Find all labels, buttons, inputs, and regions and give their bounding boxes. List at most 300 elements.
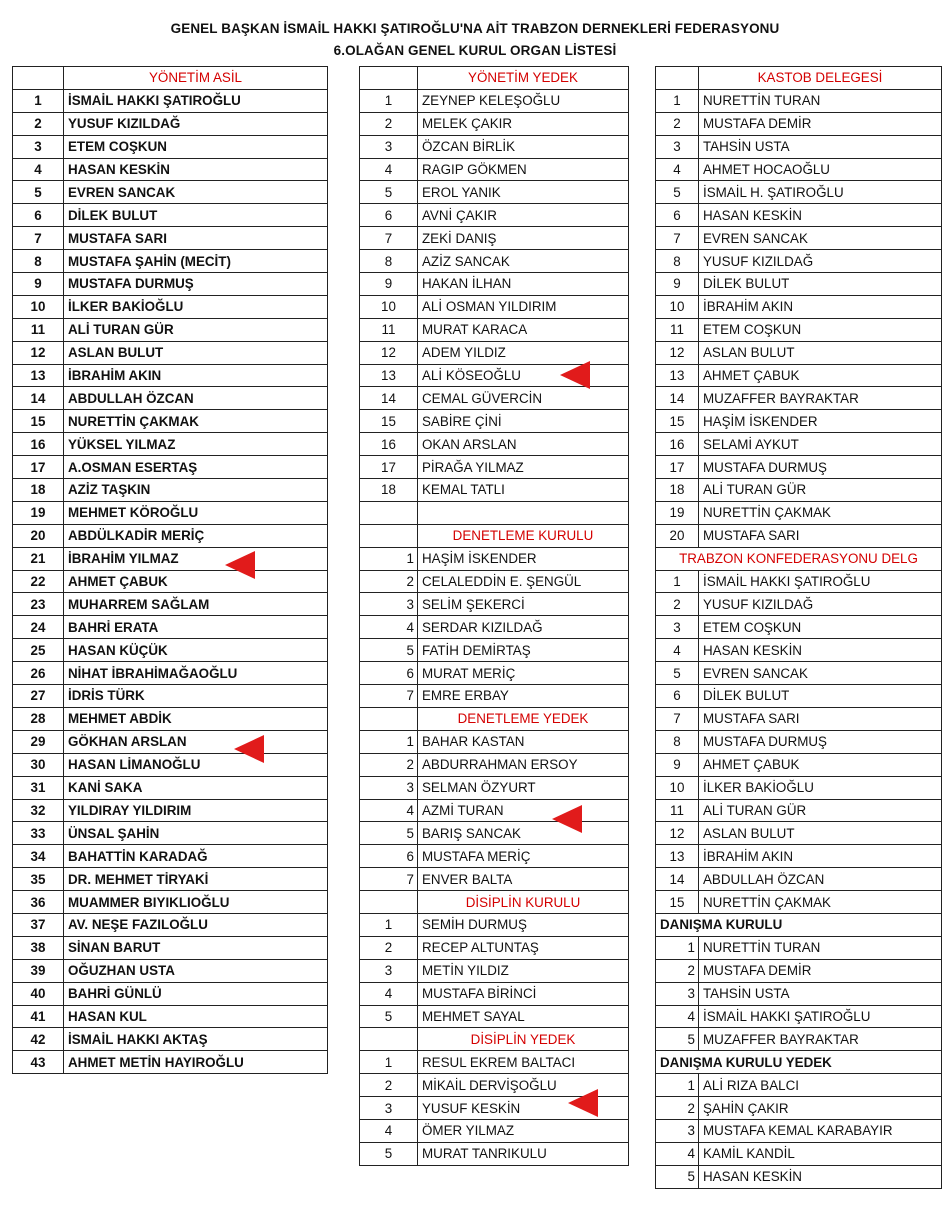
member-name: OĞUZHAN USTA bbox=[64, 959, 328, 982]
list-item bbox=[656, 593, 942, 616]
list-item bbox=[13, 89, 328, 112]
member-name: DR. MEHMET TİRYAKİ bbox=[64, 868, 328, 891]
list-item bbox=[360, 822, 629, 845]
row-number: 9 bbox=[656, 273, 699, 296]
member-name: NURETTİN TURAN bbox=[699, 89, 942, 112]
row-number: 29 bbox=[13, 730, 64, 753]
list-item bbox=[656, 1142, 942, 1165]
row-number: 3 bbox=[656, 1119, 699, 1142]
row-number: 5 bbox=[656, 181, 699, 204]
member-name: İLKER BAKİOĞLU bbox=[64, 295, 328, 318]
member-name: EVREN SANCAK bbox=[699, 662, 942, 685]
header-blank-cell bbox=[360, 524, 418, 547]
member-name: NİHAT İBRAHİMAĞAOĞLU bbox=[64, 662, 328, 685]
row-number: 3 bbox=[360, 593, 418, 616]
member-name: SABİRE ÇİNİ bbox=[418, 410, 629, 433]
blank-row bbox=[360, 501, 629, 524]
member-name: İLKER BAKİOĞLU bbox=[699, 776, 942, 799]
row-number: 7 bbox=[13, 227, 64, 250]
list-item bbox=[656, 891, 942, 914]
member-name: ALİ TURAN GÜR bbox=[64, 318, 328, 341]
list-item bbox=[360, 570, 629, 593]
list-item bbox=[656, 295, 942, 318]
member-name: HASAN KESKİN bbox=[699, 639, 942, 662]
yonetim-yedek-and-boards-table bbox=[359, 66, 629, 1166]
row-number: 17 bbox=[360, 456, 418, 479]
member-name: BAHAR KASTAN bbox=[418, 730, 629, 753]
row-number: 2 bbox=[13, 112, 64, 135]
row-number: 8 bbox=[13, 250, 64, 273]
row-number: 17 bbox=[656, 456, 699, 479]
list-item bbox=[13, 364, 328, 387]
list-item bbox=[360, 181, 629, 204]
list-item bbox=[656, 1028, 942, 1051]
member-name: TAHSİN USTA bbox=[699, 982, 942, 1005]
row-number: 2 bbox=[360, 753, 418, 776]
member-name: GÖKHAN ARSLAN bbox=[64, 730, 328, 753]
row-number: 33 bbox=[13, 822, 64, 845]
member-name: MUSTAFA BİRİNCİ bbox=[418, 982, 629, 1005]
section-header-row bbox=[656, 547, 942, 570]
list-item bbox=[360, 913, 629, 936]
list-item bbox=[360, 845, 629, 868]
list-item bbox=[656, 158, 942, 181]
member-name: PİRAĞA YILMAZ bbox=[418, 456, 629, 479]
member-name: YUSUF KIZILDAĞ bbox=[699, 250, 942, 273]
row-number: 12 bbox=[13, 341, 64, 364]
list-item bbox=[360, 959, 629, 982]
section-header: DANIŞMA KURULU bbox=[656, 913, 942, 936]
row-number: 19 bbox=[13, 501, 64, 524]
row-number: 22 bbox=[13, 570, 64, 593]
list-item bbox=[360, 776, 629, 799]
row-number: 1 bbox=[360, 547, 418, 570]
row-number: 41 bbox=[13, 1005, 64, 1028]
row-number: 15 bbox=[656, 891, 699, 914]
row-number: 3 bbox=[656, 616, 699, 639]
header-blank-cell bbox=[360, 891, 418, 914]
member-name: CELALEDDİN E. ŞENGÜL bbox=[418, 570, 629, 593]
list-item bbox=[13, 387, 328, 410]
member-name: ASLAN BULUT bbox=[699, 822, 942, 845]
member-name: MUSTAFA DURMUŞ bbox=[699, 456, 942, 479]
list-item bbox=[360, 799, 629, 822]
list-item bbox=[13, 685, 328, 708]
member-name: A.OSMAN ESERTAŞ bbox=[64, 456, 328, 479]
member-name: MURAT KARACA bbox=[418, 318, 629, 341]
list-item bbox=[13, 593, 328, 616]
list-item bbox=[13, 936, 328, 959]
member-name: RECEP ALTUNTAŞ bbox=[418, 936, 629, 959]
list-item bbox=[360, 318, 629, 341]
list-item bbox=[656, 1165, 942, 1188]
member-name: AHMET HOCAOĞLU bbox=[699, 158, 942, 181]
list-item bbox=[13, 913, 328, 936]
member-name: ETEM COŞKUN bbox=[64, 135, 328, 158]
list-item bbox=[656, 776, 942, 799]
row-number: 15 bbox=[656, 410, 699, 433]
row-number: 26 bbox=[13, 662, 64, 685]
list-item bbox=[13, 273, 328, 296]
row-number: 9 bbox=[13, 273, 64, 296]
member-name: HAŞİM İSKENDER bbox=[418, 547, 629, 570]
member-name: AHMET ÇABUK bbox=[699, 753, 942, 776]
member-name: MEHMET SAYAL bbox=[418, 1005, 629, 1028]
list-item bbox=[656, 341, 942, 364]
list-item bbox=[656, 616, 942, 639]
member-name: HASAN KESKİN bbox=[64, 158, 328, 181]
row-number: 3 bbox=[360, 959, 418, 982]
list-item bbox=[13, 845, 328, 868]
member-name: SERDAR KIZILDAĞ bbox=[418, 616, 629, 639]
list-item bbox=[13, 479, 328, 502]
section-header: DENETLEME YEDEK bbox=[418, 707, 629, 730]
row-number: 7 bbox=[360, 685, 418, 708]
member-name: ÖZCAN BİRLİK bbox=[418, 135, 629, 158]
member-name: YUSUF KIZILDAĞ bbox=[64, 112, 328, 135]
marker-arrow-icon bbox=[552, 805, 582, 833]
member-name: HASAN LİMANOĞLU bbox=[64, 753, 328, 776]
member-name: YUSUF KESKİN bbox=[418, 1097, 629, 1120]
list-item bbox=[360, 387, 629, 410]
marker-arrow-icon bbox=[234, 735, 264, 763]
row-number: 35 bbox=[13, 868, 64, 891]
member-name: DİLEK BULUT bbox=[699, 685, 942, 708]
member-name: ETEM COŞKUN bbox=[699, 616, 942, 639]
row-number: 4 bbox=[656, 639, 699, 662]
list-item bbox=[656, 135, 942, 158]
row-number: 10 bbox=[656, 295, 699, 318]
row-number: 5 bbox=[360, 639, 418, 662]
list-item bbox=[656, 570, 942, 593]
section-header: TRABZON KONFEDERASYONU DELG bbox=[656, 547, 942, 570]
row-number: 30 bbox=[13, 753, 64, 776]
member-name: İSMAİL HAKKI ŞATIROĞLU bbox=[64, 89, 328, 112]
member-name: HAKAN İLHAN bbox=[418, 273, 629, 296]
list-item bbox=[13, 112, 328, 135]
row-number: 1 bbox=[360, 1051, 418, 1074]
row-number: 5 bbox=[360, 1005, 418, 1028]
row-number: 16 bbox=[13, 433, 64, 456]
member-name: TAHSİN USTA bbox=[699, 135, 942, 158]
member-name: BAHRİ ERATA bbox=[64, 616, 328, 639]
member-name: ASLAN BULUT bbox=[64, 341, 328, 364]
row-number: 27 bbox=[13, 685, 64, 708]
row-number: 24 bbox=[13, 616, 64, 639]
member-name: ZEYNEP KELEŞOĞLU bbox=[418, 89, 629, 112]
section-header-row bbox=[656, 1051, 942, 1074]
row-number: 18 bbox=[13, 479, 64, 502]
member-name: ALİ TURAN GÜR bbox=[699, 799, 942, 822]
list-item bbox=[13, 250, 328, 273]
member-name: HAŞİM İSKENDER bbox=[699, 410, 942, 433]
member-name: MURAT MERİÇ bbox=[418, 662, 629, 685]
member-name: MELEK ÇAKIR bbox=[418, 112, 629, 135]
list-item bbox=[656, 250, 942, 273]
member-name: MUSTAFA SARI bbox=[64, 227, 328, 250]
member-name: MUHARREM SAĞLAM bbox=[64, 593, 328, 616]
member-name: HASAN KESKİN bbox=[699, 1165, 942, 1188]
row-number: 8 bbox=[656, 250, 699, 273]
row-number: 5 bbox=[656, 1165, 699, 1188]
row-number: 43 bbox=[13, 1051, 64, 1074]
list-item bbox=[656, 204, 942, 227]
section-header: DENETLEME KURULU bbox=[418, 524, 629, 547]
list-item bbox=[656, 112, 942, 135]
row-number: 14 bbox=[656, 868, 699, 891]
row-number: 6 bbox=[656, 685, 699, 708]
row-number: 16 bbox=[360, 433, 418, 456]
list-item bbox=[13, 158, 328, 181]
list-item bbox=[656, 364, 942, 387]
row-number: 10 bbox=[13, 295, 64, 318]
row-number: 2 bbox=[656, 1097, 699, 1120]
row-number: 18 bbox=[360, 479, 418, 502]
member-name: HASAN KÜÇÜK bbox=[64, 639, 328, 662]
list-item bbox=[13, 227, 328, 250]
member-name: MUZAFFER BAYRAKTAR bbox=[699, 1028, 942, 1051]
member-name: ALİ TURAN GÜR bbox=[699, 479, 942, 502]
member-name: ALİ OSMAN YILDIRIM bbox=[418, 295, 629, 318]
member-name: ABDÜLKADİR MERİÇ bbox=[64, 524, 328, 547]
list-item bbox=[656, 524, 942, 547]
member-name: SELMAN ÖZYURT bbox=[418, 776, 629, 799]
list-item bbox=[656, 456, 942, 479]
member-name: EMRE ERBAY bbox=[418, 685, 629, 708]
row-number: 1 bbox=[360, 730, 418, 753]
list-item bbox=[360, 616, 629, 639]
member-name: İSMAİL HAKKI ŞATIROĞLU bbox=[699, 1005, 942, 1028]
row-number: 18 bbox=[656, 479, 699, 502]
row-number: 3 bbox=[360, 135, 418, 158]
list-item bbox=[656, 982, 942, 1005]
list-item bbox=[360, 1119, 629, 1142]
marker-arrow-icon bbox=[560, 361, 590, 389]
list-item bbox=[360, 936, 629, 959]
row-number: 28 bbox=[13, 707, 64, 730]
member-name: İBRAHİM AKIN bbox=[64, 364, 328, 387]
list-item bbox=[13, 295, 328, 318]
member-name: SELİM ŞEKERCİ bbox=[418, 593, 629, 616]
member-name: MUAMMER BIYIKLIOĞLU bbox=[64, 891, 328, 914]
list-item bbox=[13, 135, 328, 158]
list-item bbox=[360, 479, 629, 502]
row-number: 5 bbox=[13, 181, 64, 204]
row-number: 12 bbox=[656, 341, 699, 364]
member-name: EROL YANIK bbox=[418, 181, 629, 204]
member-name: CEMAL GÜVERCİN bbox=[418, 387, 629, 410]
row-number: 7 bbox=[656, 227, 699, 250]
row-number: 15 bbox=[13, 410, 64, 433]
list-item bbox=[13, 410, 328, 433]
list-item bbox=[13, 318, 328, 341]
row-number: 5 bbox=[360, 1142, 418, 1165]
yonetim-asil-table bbox=[12, 66, 328, 1074]
member-name: AVNİ ÇAKIR bbox=[418, 204, 629, 227]
row-number: 1 bbox=[656, 1074, 699, 1097]
member-name: EVREN SANCAK bbox=[64, 181, 328, 204]
member-name: SİNAN BARUT bbox=[64, 936, 328, 959]
section-header: DİSİPLİN YEDEK bbox=[418, 1028, 629, 1051]
list-item bbox=[656, 1005, 942, 1028]
list-item bbox=[656, 273, 942, 296]
row-number: 3 bbox=[360, 776, 418, 799]
row-number: 4 bbox=[360, 158, 418, 181]
member-name: MUSTAFA SARI bbox=[699, 524, 942, 547]
section-header-row bbox=[360, 1028, 629, 1051]
row-number: 3 bbox=[656, 982, 699, 1005]
list-item bbox=[13, 776, 328, 799]
row-number: 3 bbox=[13, 135, 64, 158]
row-number: 5 bbox=[360, 181, 418, 204]
member-name: KAMİL KANDİL bbox=[699, 1142, 942, 1165]
list-item bbox=[360, 135, 629, 158]
list-item bbox=[360, 730, 629, 753]
member-name: İDRİS TÜRK bbox=[64, 685, 328, 708]
list-item bbox=[13, 616, 328, 639]
row-number: 9 bbox=[656, 753, 699, 776]
list-item bbox=[13, 891, 328, 914]
row-number: 4 bbox=[360, 1119, 418, 1142]
member-name: SELAMİ AYKUT bbox=[699, 433, 942, 456]
member-name: BARIŞ SANCAK bbox=[418, 822, 629, 845]
member-name: RESUL EKREM BALTACI bbox=[418, 1051, 629, 1074]
row-number: 13 bbox=[13, 364, 64, 387]
member-name: AV. NEŞE FAZILOĞLU bbox=[64, 913, 328, 936]
member-name: İBRAHİM AKIN bbox=[699, 845, 942, 868]
list-item bbox=[13, 959, 328, 982]
list-item bbox=[13, 1028, 328, 1051]
member-name: ASLAN BULUT bbox=[699, 341, 942, 364]
list-item bbox=[656, 318, 942, 341]
row-number: 16 bbox=[656, 433, 699, 456]
section-header-row bbox=[656, 67, 942, 90]
list-item bbox=[656, 1097, 942, 1120]
row-number: 32 bbox=[13, 799, 64, 822]
member-name: MEHMET ABDİK bbox=[64, 707, 328, 730]
row-number: 4 bbox=[360, 799, 418, 822]
member-name: YILDIRAY YILDIRIM bbox=[64, 799, 328, 822]
member-name: RAGIP GÖKMEN bbox=[418, 158, 629, 181]
row-number: 1 bbox=[360, 89, 418, 112]
list-item bbox=[13, 1005, 328, 1028]
list-item bbox=[360, 753, 629, 776]
list-item bbox=[13, 799, 328, 822]
member-name: MUZAFFER BAYRAKTAR bbox=[699, 387, 942, 410]
list-item bbox=[656, 753, 942, 776]
section-header-row bbox=[13, 67, 328, 90]
row-number: 6 bbox=[360, 204, 418, 227]
member-name: KANİ SAKA bbox=[64, 776, 328, 799]
list-item bbox=[360, 410, 629, 433]
member-name: MUSTAFA MERİÇ bbox=[418, 845, 629, 868]
row-number: 5 bbox=[656, 1028, 699, 1051]
row-number: 21 bbox=[13, 547, 64, 570]
list-item bbox=[360, 662, 629, 685]
list-item bbox=[656, 936, 942, 959]
marker-arrow-icon bbox=[225, 551, 255, 579]
marker-arrow-icon bbox=[568, 1089, 598, 1117]
list-item bbox=[360, 1005, 629, 1028]
row-number: 4 bbox=[360, 616, 418, 639]
row-number: 14 bbox=[360, 387, 418, 410]
member-name: MUSTAFA SARI bbox=[699, 707, 942, 730]
list-item bbox=[656, 662, 942, 685]
list-item bbox=[13, 547, 328, 570]
list-item bbox=[656, 433, 942, 456]
row-number: 2 bbox=[360, 1074, 418, 1097]
member-name: DİLEK BULUT bbox=[64, 204, 328, 227]
row-number: 20 bbox=[13, 524, 64, 547]
list-item bbox=[13, 822, 328, 845]
row-number: 1 bbox=[360, 913, 418, 936]
member-name: ABDURRAHMAN ERSOY bbox=[418, 753, 629, 776]
member-name: İBRAHİM YILMAZ bbox=[64, 547, 328, 570]
member-name: FATİH DEMİRTAŞ bbox=[418, 639, 629, 662]
list-item bbox=[656, 501, 942, 524]
member-name: ABDULLAH ÖZCAN bbox=[64, 387, 328, 410]
row-number: 11 bbox=[13, 318, 64, 341]
row-number: 13 bbox=[360, 364, 418, 387]
list-item bbox=[360, 1142, 629, 1165]
row-number: 1 bbox=[656, 936, 699, 959]
row-number: 11 bbox=[656, 799, 699, 822]
row-number: 7 bbox=[360, 868, 418, 891]
member-name: HASAN KUL bbox=[64, 1005, 328, 1028]
section-header-row bbox=[360, 707, 629, 730]
row-number: 14 bbox=[13, 387, 64, 410]
member-name: MUSTAFA KEMAL KARABAYIR bbox=[699, 1119, 942, 1142]
row-number: 25 bbox=[13, 639, 64, 662]
header-blank-cell bbox=[656, 67, 699, 90]
row-number: 23 bbox=[13, 593, 64, 616]
list-item bbox=[13, 707, 328, 730]
row-number: 2 bbox=[656, 112, 699, 135]
member-name: ÖMER YILMAZ bbox=[418, 1119, 629, 1142]
list-item bbox=[360, 639, 629, 662]
member-name: MUSTAFA DEMİR bbox=[699, 959, 942, 982]
list-item bbox=[656, 685, 942, 708]
section-header-row bbox=[360, 67, 629, 90]
member-name: AHMET ÇABUK bbox=[699, 364, 942, 387]
row-number: 4 bbox=[656, 1005, 699, 1028]
member-name: AZİZ TAŞKIN bbox=[64, 479, 328, 502]
list-item bbox=[360, 273, 629, 296]
list-item bbox=[13, 868, 328, 891]
member-name: NURETTİN TURAN bbox=[699, 936, 942, 959]
member-name: SEMİH DURMUŞ bbox=[418, 913, 629, 936]
section-header-row bbox=[360, 524, 629, 547]
member-name: DİLEK BULUT bbox=[699, 273, 942, 296]
member-name: HASAN KESKİN bbox=[699, 204, 942, 227]
list-item bbox=[13, 501, 328, 524]
member-name: BAHRİ GÜNLÜ bbox=[64, 982, 328, 1005]
member-name: AHMET ÇABUK bbox=[64, 570, 328, 593]
member-name: İBRAHİM AKIN bbox=[699, 295, 942, 318]
member-name: BAHATTİN KARADAĞ bbox=[64, 845, 328, 868]
member-name: ALİ KÖSEOĞLU bbox=[418, 364, 629, 387]
list-item bbox=[13, 204, 328, 227]
list-item bbox=[13, 639, 328, 662]
list-item bbox=[656, 1074, 942, 1097]
row-number: 14 bbox=[656, 387, 699, 410]
row-number: 9 bbox=[360, 273, 418, 296]
row-number: 2 bbox=[360, 936, 418, 959]
member-name: MURAT TANRIKULU bbox=[418, 1142, 629, 1165]
list-item bbox=[656, 227, 942, 250]
document-title-line1: GENEL BAŞKAN İSMAİL HAKKI ŞATIROĞLU'NA AİT TRABZON DERNEKLERİ FEDERASYONU bbox=[170, 21, 780, 36]
section-header-row bbox=[656, 913, 942, 936]
